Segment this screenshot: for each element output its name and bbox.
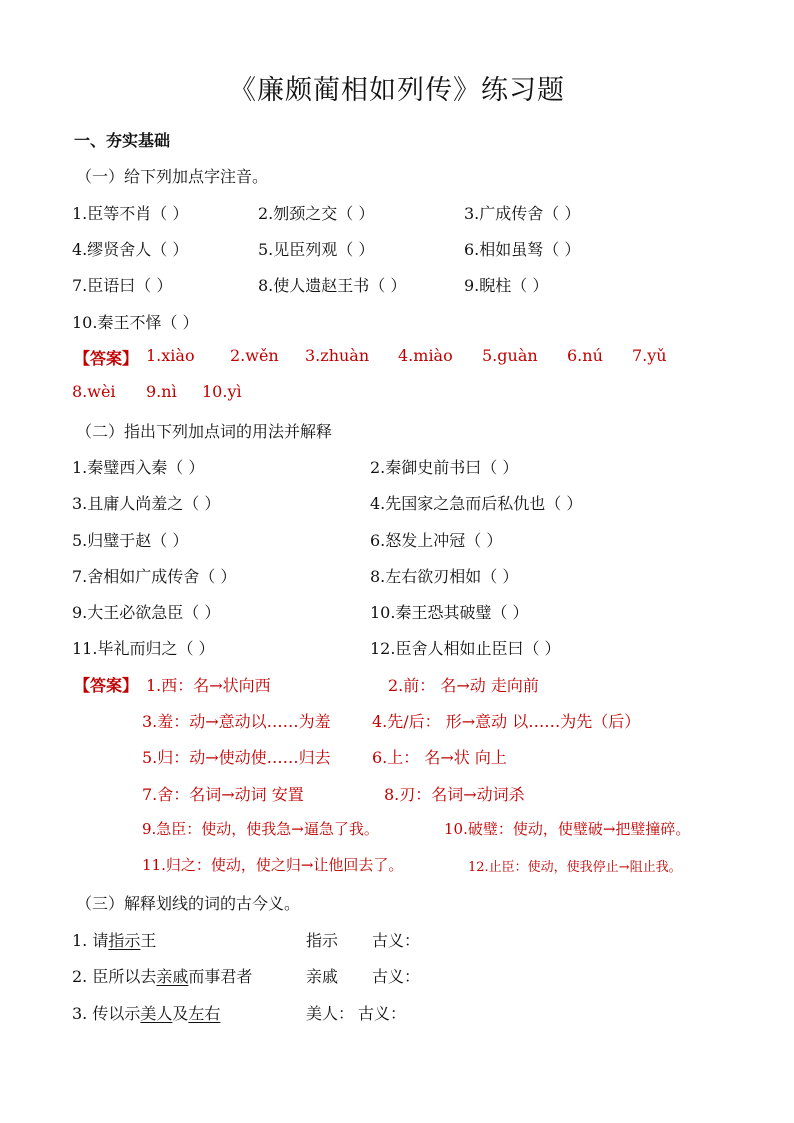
question-item: 1.臣等不肖（ ） bbox=[72, 204, 189, 223]
page-title: 《廉颇蔺相如列传》练习题 bbox=[229, 75, 565, 106]
phrase-text: 而事君者 bbox=[188, 967, 253, 986]
phrase-text: 及 bbox=[172, 1004, 189, 1023]
question-item: 2.秦御史前书曰（ ） bbox=[370, 458, 519, 477]
answer-item: 6.上： 名→状 向上 bbox=[372, 748, 507, 767]
answer-item: 7.舍：名词→动词 安置 bbox=[142, 785, 304, 804]
answer-tag: 【答案】 bbox=[74, 349, 139, 368]
answer-item: 8.wèi bbox=[72, 382, 116, 401]
underlined-word: 美人 bbox=[140, 1004, 173, 1023]
question-item: 5.归璧于赵（ ） bbox=[72, 531, 189, 550]
answer-item: 5.guàn bbox=[482, 346, 538, 365]
question-item: 2.刎颈之交（ ） bbox=[258, 204, 375, 223]
answer-item: 12.止臣：使动，使我停止→阻止我。 bbox=[468, 860, 682, 875]
part1-heading: （一）给下列加点字注音。 bbox=[76, 167, 269, 186]
question-item: 1.秦璧西入秦（ ） bbox=[72, 458, 205, 477]
vocab-row bbox=[72, 1001, 220, 1024]
answer-item: 5.归：动→使动使……归去 bbox=[142, 748, 331, 767]
part2-heading: （二）指出下列加点词的用法并解释 bbox=[76, 422, 333, 441]
question-item: 6.相如虽驽（ ） bbox=[464, 240, 581, 259]
vocab-row bbox=[72, 928, 156, 951]
underlined-word: 左右 bbox=[188, 1004, 221, 1023]
phrase-text: 传以示 bbox=[92, 1004, 141, 1023]
phrase-text: 王 bbox=[140, 931, 157, 950]
question-item: 8.左右欲刃相如（ ） bbox=[370, 567, 519, 586]
vocab-term: 美人： bbox=[306, 1004, 355, 1023]
answer-item: 3.羞：动→意动以……为羞 bbox=[142, 712, 331, 731]
question-item: 9.大王必欲急臣（ ） bbox=[72, 603, 221, 622]
question-item: 7.舍相如广成传舍（ ） bbox=[72, 567, 237, 586]
vocab-row bbox=[72, 964, 252, 987]
answer-item: 4.先/后： 形→意动 以……为先（后） bbox=[372, 712, 641, 731]
phrase-text: 臣所以去 bbox=[92, 967, 157, 986]
answer-item: 6.nú bbox=[567, 346, 603, 365]
question-item: 9.睨柱（ ） bbox=[464, 276, 549, 295]
question-item: 7.臣语曰（ ） bbox=[72, 276, 173, 295]
question-item: 3.且庸人尚羞之（ ） bbox=[72, 494, 221, 513]
underlined-word: 亲戚 bbox=[156, 967, 189, 986]
part3-heading: （三）解释划线的词的古今义。 bbox=[76, 894, 301, 913]
phrase-text: 请 bbox=[92, 931, 109, 950]
answer-item: 8.刃：名词→动词杀 bbox=[384, 785, 525, 804]
question-item: 4.先国家之急而后私仇也（ ） bbox=[370, 494, 583, 513]
answer-item: 1.xiào bbox=[146, 346, 195, 365]
question-item: 10.秦王恐其破璧（ ） bbox=[370, 603, 529, 622]
row-number: 1. bbox=[72, 931, 88, 950]
question-item: 5.见臣列观（ ） bbox=[258, 240, 375, 259]
ancient-meaning-label: 古义： bbox=[372, 931, 421, 950]
answer-item: 11.归之：使动，使之归→让他回去了。 bbox=[142, 856, 404, 874]
section-heading: 一、夯实基础 bbox=[74, 131, 171, 150]
underlined-word: 指示 bbox=[108, 931, 141, 950]
vocab-term: 指示 bbox=[306, 931, 339, 950]
answer-item: 3.zhuàn bbox=[305, 346, 370, 365]
answer-tag: 【答案】 bbox=[74, 676, 139, 695]
row-number: 3. bbox=[72, 1004, 88, 1023]
question-item: 6.怒发上冲冠（ ） bbox=[370, 531, 503, 550]
question-item: 4.缪贤舍人（ ） bbox=[72, 240, 189, 259]
answer-item: 7.yǔ bbox=[632, 346, 667, 365]
answer-item: 10.破璧：使动，使璧破→把璧撞碎。 bbox=[444, 820, 691, 838]
ancient-meaning-label: 古义： bbox=[372, 967, 421, 986]
question-item: 3.广成传舍（ ） bbox=[464, 204, 581, 223]
vocab-term: 亲戚 bbox=[306, 967, 339, 986]
row-number: 2. bbox=[72, 967, 88, 986]
answer-item: 10.yì bbox=[202, 382, 242, 401]
answer-item: 9.急臣：使动，使我急→逼急了我。 bbox=[142, 820, 379, 838]
answer-item: 4.miào bbox=[398, 346, 453, 365]
question-item: 8.使人遗赵王书（ ） bbox=[258, 276, 407, 295]
answer-item: 2.前： 名→动 走向前 bbox=[388, 676, 539, 695]
question-item: 11.毕礼而归之（ ） bbox=[72, 639, 215, 658]
question-item: 10.秦王不怿（ ） bbox=[72, 313, 199, 332]
answer-item: 9.nì bbox=[146, 382, 177, 401]
question-item: 12.臣舍人相如止臣曰（ ） bbox=[370, 639, 561, 658]
answer-item: 1.西：名→状向西 bbox=[146, 676, 271, 695]
answer-item: 2.wěn bbox=[230, 346, 279, 365]
ancient-meaning-label: 古义： bbox=[358, 1004, 407, 1023]
